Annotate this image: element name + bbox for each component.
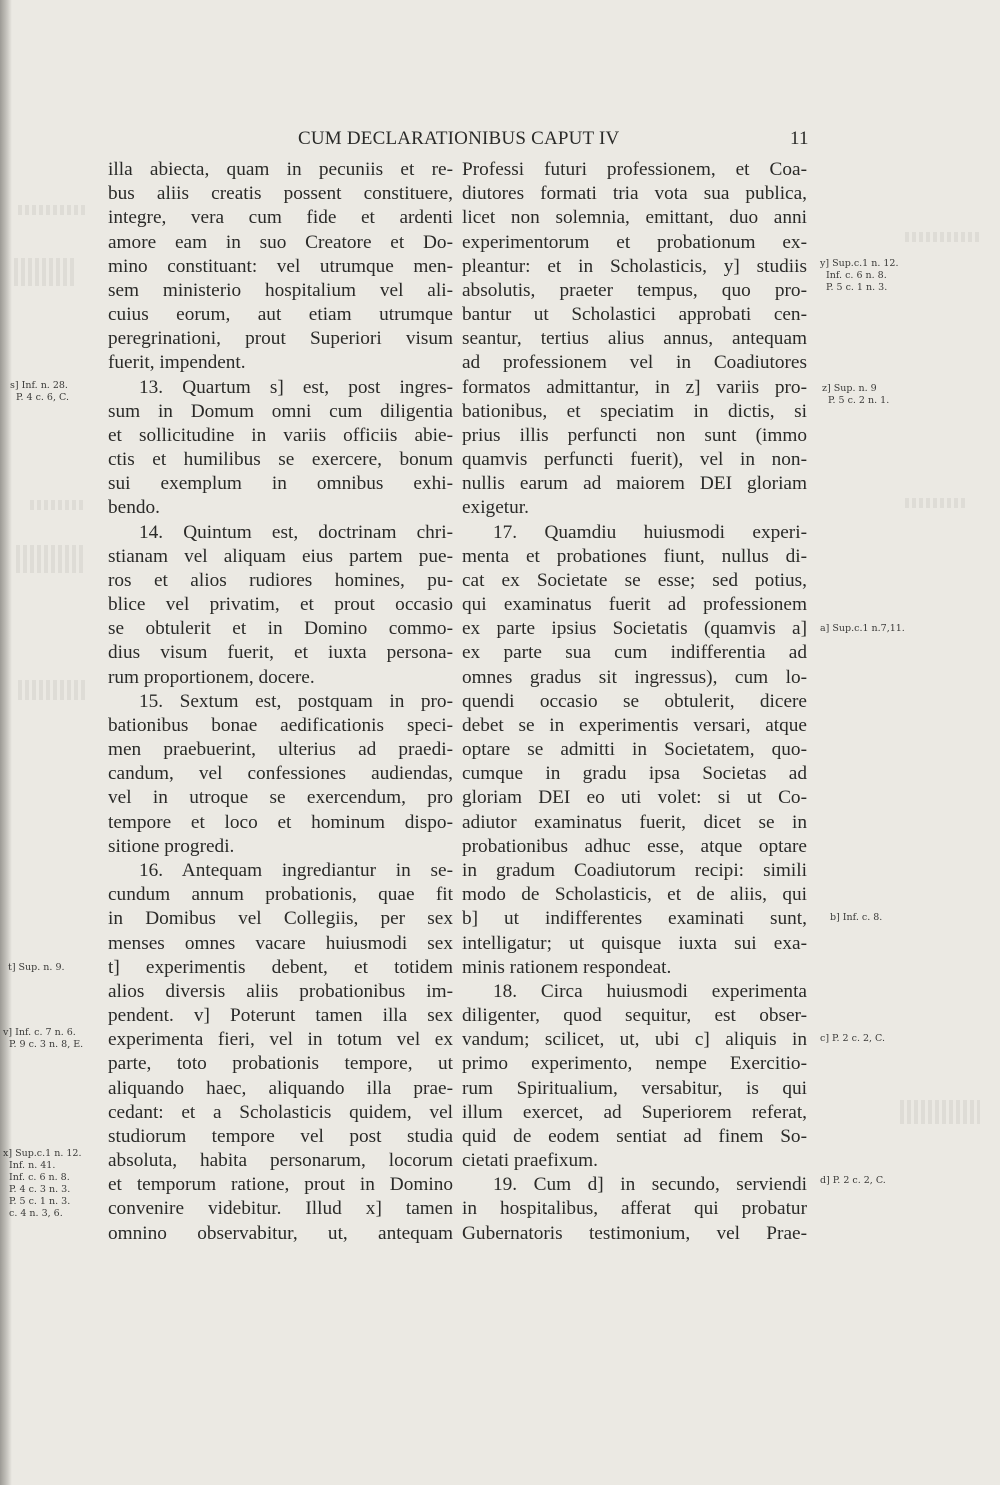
margin-note-line: y] Sup.c.1 n. 12. [820, 258, 899, 269]
text-line: Gubernatoris testimonium, vel Prae- [462, 1222, 807, 1244]
text-line: cuius eorum, aut etiam utrumque [108, 304, 453, 326]
text-line: in gradum Coadiutorum recipi: simili [462, 859, 807, 881]
text-line: qui examinatus fuerit ad professionem [462, 594, 807, 616]
margin-note-line: P. 4 c. 3 n. 3. [9, 1184, 71, 1195]
text-line: ctis et humilibus se exercere, bonum [108, 449, 453, 471]
text-column-right [462, 158, 807, 1246]
text-line: b] ut indifferentes examinati sunt, [462, 908, 807, 930]
page-number: 11 [790, 128, 809, 149]
text-line: cedant: et a Scholasticis quidem, vel [108, 1101, 453, 1123]
margin-note-line: P. 5 c. 1 n. 3. [9, 1196, 71, 1207]
margin-note [8, 962, 65, 974]
text-line: bendo. [108, 497, 160, 519]
text-line: cat ex Societate se esse; sed potius, [462, 569, 807, 591]
text-line: vel in utroque se exercendum, pro [108, 787, 453, 809]
text-line: bus aliis creatis possent constituere, [108, 183, 453, 205]
text-line: fuerit, impendent. [108, 352, 246, 374]
text-line: tempore et loco et hominum dispo- [108, 811, 453, 833]
text-line: 14. Quintum est, doctrinam chri- [139, 521, 453, 543]
bleed-through-1 [18, 205, 88, 215]
text-line: minis rationem respondeat. [462, 956, 672, 978]
text-line: amore eam in suo Creatore et Do- [108, 231, 453, 253]
text-line: experimentorum et probationum ex- [462, 231, 807, 253]
text-line: in Domibus vel Collegiis, per sex [108, 908, 453, 930]
margin-note-line: a] Sup.c.1 n.7,11. [820, 623, 905, 634]
margin-note-line: P. 4 c. 6, C. [16, 392, 69, 403]
text-line: bationibus, et speciatim in dictis, si [462, 400, 807, 422]
text-column-left [108, 158, 453, 1246]
binding-shadow [0, 0, 12, 1485]
margin-note-line: b] Inf. c. 8. [830, 912, 883, 923]
text-line: illum exercet, ad Superiorem referat, [462, 1101, 807, 1123]
bleed-through-6 [905, 232, 980, 242]
text-line: studiorum tempore vel post studia [108, 1125, 453, 1147]
text-line: absolutis, praeter tempus, quo pro- [462, 279, 807, 301]
margin-note [822, 383, 889, 407]
text-line: ros et alios rudiores homines, pu- [108, 569, 453, 591]
text-line: quamvis perfuncti fuerit), vel in non- [462, 449, 807, 471]
text-line: gloriam DEI eo uti volet: si ut Co- [462, 787, 807, 809]
margin-note [820, 258, 899, 294]
margin-note-line: P. 9 c. 3 n. 8, E. [9, 1039, 84, 1050]
text-line: rum Spiritualium, versabitur, is qui [462, 1077, 807, 1099]
margin-note-line: s] Inf. n. 28. [10, 380, 68, 391]
text-line: seantur, tertius alius annus, antequam [462, 328, 807, 350]
text-line: absoluta, habita personarum, locorum [108, 1150, 453, 1172]
text-line: sum in Domum omni cum diligentia [108, 400, 453, 422]
text-line: optare se admitti in Societatem, quo- [462, 739, 807, 761]
margin-note-line: Inf. c. 6 n. 8. [9, 1172, 70, 1183]
text-line: cundum annum probationis, quae fit [108, 884, 453, 906]
text-line: experimenta fieri, vel in totum vel ex [108, 1029, 453, 1051]
text-line: cumque in gradu ipsa Societas ad [462, 763, 807, 785]
text-line: blice vel privatim, et prout occasio [108, 594, 453, 616]
text-line: ex parte ipsius Societatis (quamvis a] [462, 618, 807, 640]
text-line: sitione progredi. [108, 835, 235, 857]
text-line: 16. Antequam ingrediantur in se- [139, 859, 453, 881]
margin-note [820, 623, 905, 635]
margin-note-line: Inf. c. 6 n. 8. [826, 270, 887, 281]
margin-note-line: v] Inf. c. 7 n. 6. [3, 1027, 76, 1038]
margin-note-line: c] P. 2 c. 2, C. [820, 1033, 886, 1044]
text-line: pleantur: et in Scholasticis, y] studiis [462, 255, 807, 277]
text-line: in hospitalibus, afferat qui probatur [462, 1198, 807, 1220]
text-line: men praebuerint, ulterius ad praedi- [108, 739, 453, 761]
text-line: Professi futuri professionem, et Coa- [462, 159, 807, 180]
margin-note-line: z] Sup. n. 9 [822, 383, 877, 394]
bleed-through-2 [14, 258, 74, 286]
text-line: debet se in experimentis versari, atque [462, 714, 807, 736]
text-line: bationibus bonae aedificationis speci- [108, 714, 453, 736]
margin-note [820, 1175, 886, 1187]
text-line: parte, toto probationis tempore, ut [108, 1053, 453, 1075]
text-line: 13. Quartum s] est, post ingres- [139, 376, 453, 398]
text-line: ex parte sua cum indifferentia ad [462, 642, 807, 664]
margin-note [10, 380, 69, 404]
text-line: sui exemplum in omnibus exhi- [108, 473, 453, 495]
text-line: 19. Cum d] in secundo, serviendi [493, 1174, 807, 1196]
bleed-through-7 [905, 498, 965, 508]
text-line: rum proportionem, docere. [108, 666, 315, 688]
text-line: peregrinationi, prout Superiori visum [108, 328, 453, 350]
text-line: primo experimento, nempe Exercitio- [462, 1053, 807, 1075]
text-line: stianam vel aliquam eius partem pue- [108, 545, 453, 567]
text-line: bantur ut Scholastici approbati cen- [462, 304, 807, 326]
text-line: ad professionem vel in Coadiutores [462, 352, 807, 374]
text-line: exigetur. [462, 497, 529, 519]
bleed-through-5 [18, 680, 88, 700]
bleed-through-3 [30, 500, 85, 510]
text-line: et sollicitudine in variis officiis abie- [108, 424, 453, 446]
margin-note-line: d] P. 2 c. 2, C. [820, 1175, 886, 1186]
margin-note [820, 1033, 885, 1045]
text-line: 18. Circa huiusmodi experimenta [493, 980, 807, 1002]
text-line: vandum; scilicet, ut, ubi c] aliquis in [462, 1029, 807, 1051]
margin-note-line: P. 5 c. 1 n. 3. [826, 282, 888, 293]
text-line: adiutor examinatus fuerit, dicet se in [462, 811, 807, 833]
text-line: menses omnes vacare huiusmodi sex [108, 932, 453, 954]
text-line: cietati praefixum. [462, 1150, 598, 1172]
text-line: quendi occasio se obtulerit, dicere [462, 690, 807, 712]
text-line: omnes gradus sit ingressus), cum lo- [462, 666, 807, 688]
text-line: prius illis perfuncti non sunt (immo [462, 424, 807, 446]
text-line: pendent. v] Poterunt tamen illa sex [108, 1005, 453, 1027]
margin-note [3, 1148, 81, 1220]
text-line: diligenter, quod sequitur, est obser- [462, 1005, 807, 1027]
text-line: sem ministerio hospitalium vel ali- [108, 279, 453, 301]
margin-note-line: c. 4 n. 3, 6. [9, 1208, 63, 1219]
text-line: illa abiecta, quam in pecuniis et re- [108, 159, 453, 180]
text-line: candum, vel confessiones audiendas, [108, 763, 453, 785]
margin-note [3, 1027, 83, 1051]
running-title: CUM DECLARATIONIBUS CAPUT IV [298, 128, 620, 149]
text-line: t] experimentis debent, et totidem [108, 956, 453, 978]
margin-note-line: P. 5 c. 2 n. 1. [828, 395, 890, 406]
text-line: alios diversis aliis probationibus im- [108, 980, 453, 1002]
bleed-through-4 [16, 545, 86, 573]
text-line: diutores formati tria vota sua publica, [462, 183, 807, 205]
margin-note-line: x] Sup.c.1 n. 12. [3, 1148, 82, 1159]
text-line: intelligatur; ut quisque iuxta sui exa- [462, 932, 807, 954]
text-line: dius visum fuerit, et iuxta persona- [108, 642, 453, 664]
text-line: integre, vera cum fide et ardenti [108, 207, 453, 229]
margin-note-line: Inf. n. 41. [9, 1160, 56, 1171]
margin-note-line: t] Sup. n. 9. [8, 962, 65, 973]
text-line: et temporum ratione, prout in Domino [108, 1174, 453, 1196]
text-line: 15. Sextum est, postquam in pro- [139, 690, 453, 712]
text-line: formatos admittantur, in z] variis pro- [462, 376, 807, 398]
text-line: probationibus adhuc esse, atque optare [462, 835, 807, 857]
text-line: 17. Quamdiu huiusmodi experi- [493, 521, 807, 543]
text-line: modo de Scholasticis, et de aliis, qui [462, 884, 807, 906]
text-line: menta et probationes fiunt, nullus di- [462, 545, 807, 567]
text-line: licet non solemnia, emittant, duo anni [462, 207, 807, 229]
text-line: nullis earum ad maiorem DEI gloriam [462, 473, 807, 495]
text-line: se obtulerit et in Domino commo- [108, 618, 453, 640]
bleed-through-8 [900, 1100, 980, 1124]
text-line: omnino observabitur, ut, antequam [108, 1222, 453, 1244]
text-line: quid de eodem sentiat ad finem So- [462, 1125, 807, 1147]
text-line: convenire videbitur. Illud x] tamen [108, 1198, 453, 1220]
text-line: aliquando haec, aliquando illa prae- [108, 1077, 453, 1099]
text-line: mino constituant: vel utrumque men- [108, 255, 453, 277]
margin-note [830, 912, 882, 924]
